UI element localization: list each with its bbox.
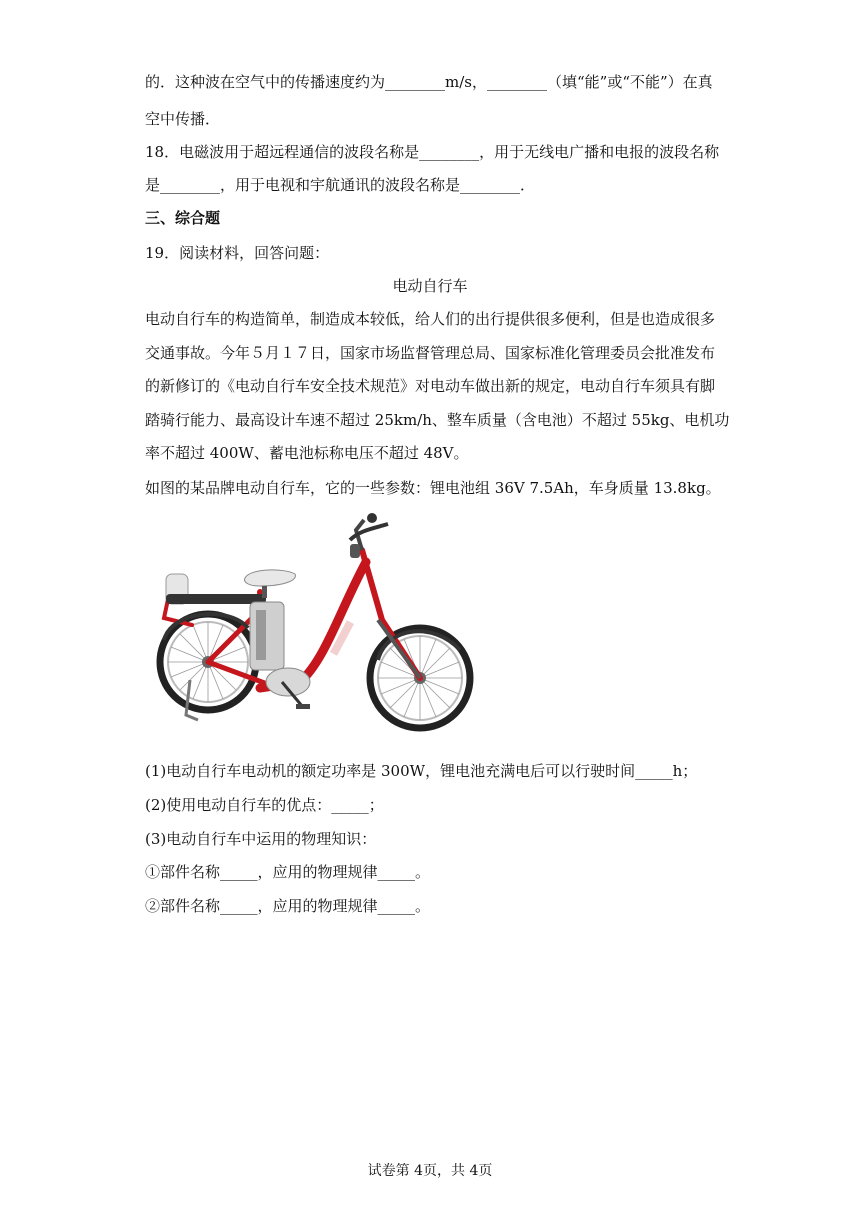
rear-rack — [166, 594, 266, 604]
page-footer: 试卷第 4页，共 4页 — [367, 1163, 493, 1179]
battery-pack — [250, 602, 284, 670]
passage-line: 如图的某品牌电动自行车，它的一些参数：锂电池组 36V 7.5Ah，车身质量 13.8kg。 — [145, 479, 721, 497]
question-19: 19．阅读材料，回答问题： — [145, 244, 330, 262]
passage-title: 电动自行车 — [392, 277, 468, 295]
saddle — [245, 570, 296, 586]
passage-line: 的新修订的《电动自行车安全技术规范》对电动车做出新的规定，电动自行车须具有脚 — [145, 377, 716, 395]
text-line: 是________，用于电视和宇航通讯的波段名称是________． — [145, 176, 536, 194]
passage-line: 电动自行车的构造简单，制造成本较低，给人们的出行提供很多便利，但是也造成很多 — [145, 310, 716, 328]
section-heading: 三、综合题 — [145, 209, 221, 227]
text-line: 空中传播． — [145, 110, 221, 128]
sub-question-2: (2)使用电动自行车的优点：_____； — [145, 796, 384, 814]
question-18: 18．电磁波用于超远程通信的波段名称是________，用于无线电广播和电报的波段名称 — [145, 143, 720, 161]
passage-line: 踏骑行能力、最高设计车速不超过 25km/h、整车质量（含电池）不超过 55kg、电机功 — [145, 411, 730, 429]
sub-question-3: (3)电动自行车中运用的物理知识： — [145, 830, 377, 848]
sub-question-1: (1)电动自行车电动机的额定功率是 300W，锂电池充满电后可以行驶时间_____h； — [145, 762, 698, 780]
electric-bicycle-figure — [150, 510, 475, 748]
text-line: 的．这种波在空气中的传播速度约为________m/s，________（填“能”或“不能”）在真 — [145, 73, 713, 91]
motor-cover — [266, 668, 310, 696]
passage-line: 率不超过 400W、蓄电池标称电压不超过 48V。 — [145, 444, 469, 462]
passage-line: 交通事故。今年５月１７日，国家市场监督管理总局、国家标准化管理委员会批准发布 — [145, 344, 716, 362]
answer-item-1: ①部件名称_____，应用的物理规律_____。 — [145, 863, 431, 881]
answer-item-2: ②部件名称_____，应用的物理规律_____。 — [145, 897, 431, 915]
headlight — [350, 544, 360, 558]
